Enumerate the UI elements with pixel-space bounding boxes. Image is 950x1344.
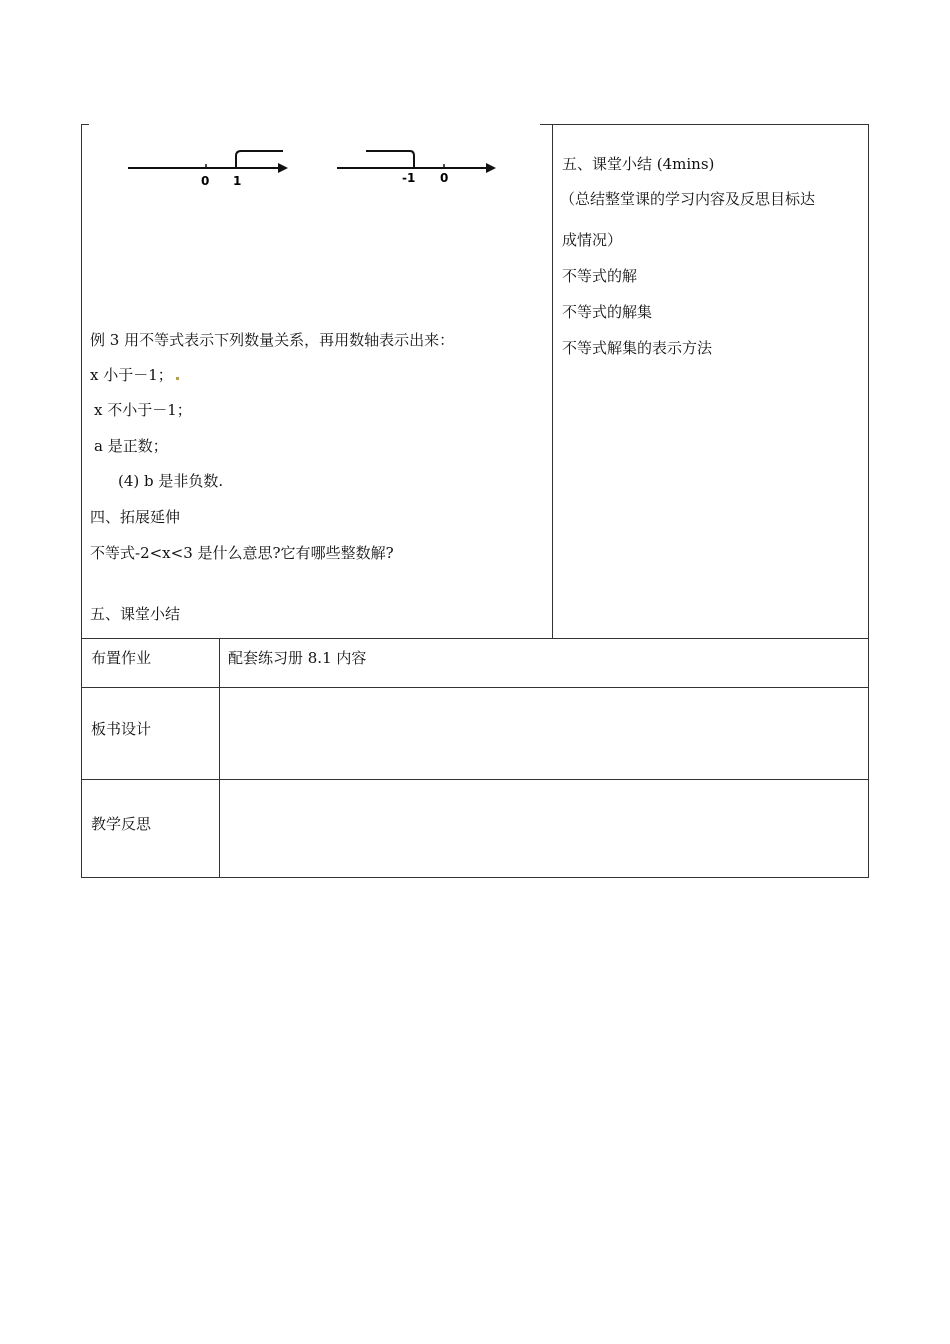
homework-label: 布置作业 bbox=[91, 649, 152, 667]
table-top-border-left bbox=[81, 124, 89, 125]
numberline-left-label-0: 0 bbox=[201, 174, 210, 188]
reflection-label: 教学反思 bbox=[91, 815, 152, 833]
summary-point-1: 不等式的解 bbox=[562, 267, 638, 285]
example3-item-2: x 不小于－1； bbox=[94, 401, 192, 419]
summary-point-3: 不等式解集的表示方法 bbox=[562, 339, 713, 357]
summary-title: 五、课堂小结 (4mins) bbox=[562, 155, 715, 173]
summary-desc-line1: （总结整堂课的学习内容及反思目标达 bbox=[560, 190, 816, 208]
column-divider bbox=[552, 124, 553, 638]
table-left-border bbox=[81, 124, 82, 878]
number-line-figure bbox=[110, 140, 510, 200]
table-right-border bbox=[868, 124, 869, 878]
summary-point-2: 不等式的解集 bbox=[562, 303, 653, 321]
row-divider-homework bbox=[81, 638, 869, 639]
example3-item-3: a 是正数； bbox=[94, 437, 168, 455]
board-design-label: 板书设计 bbox=[91, 720, 152, 738]
table-top-border-right bbox=[540, 124, 869, 125]
example3-item-1: x 小于－1； bbox=[90, 366, 173, 384]
label-column-divider bbox=[219, 638, 220, 878]
extension-question: 不等式-2<x<3 是什么意思?它有哪些整数解? bbox=[90, 544, 394, 562]
example3-item-4: (4) b 是非负数. bbox=[118, 472, 224, 490]
section-4-heading: 四、拓展延伸 bbox=[90, 508, 181, 526]
section-5-heading-left: 五、课堂小结 bbox=[90, 605, 181, 623]
numberline-right-label-0: 0 bbox=[440, 171, 449, 185]
homework-content: 配套练习册 8.1 内容 bbox=[228, 649, 367, 667]
row-divider-board bbox=[81, 687, 869, 688]
numberline-right-label-neg1: -1 bbox=[402, 171, 416, 185]
numberline-left-label-1: 1 bbox=[233, 174, 242, 188]
table-bottom-border bbox=[81, 877, 869, 878]
row-divider-reflection bbox=[81, 779, 869, 780]
example3-title: 例 3 用不等式表示下列数量关系，再用数轴表示出来： bbox=[90, 331, 455, 349]
summary-desc-line2: 成情况） bbox=[562, 231, 623, 249]
stray-dot bbox=[176, 377, 179, 380]
